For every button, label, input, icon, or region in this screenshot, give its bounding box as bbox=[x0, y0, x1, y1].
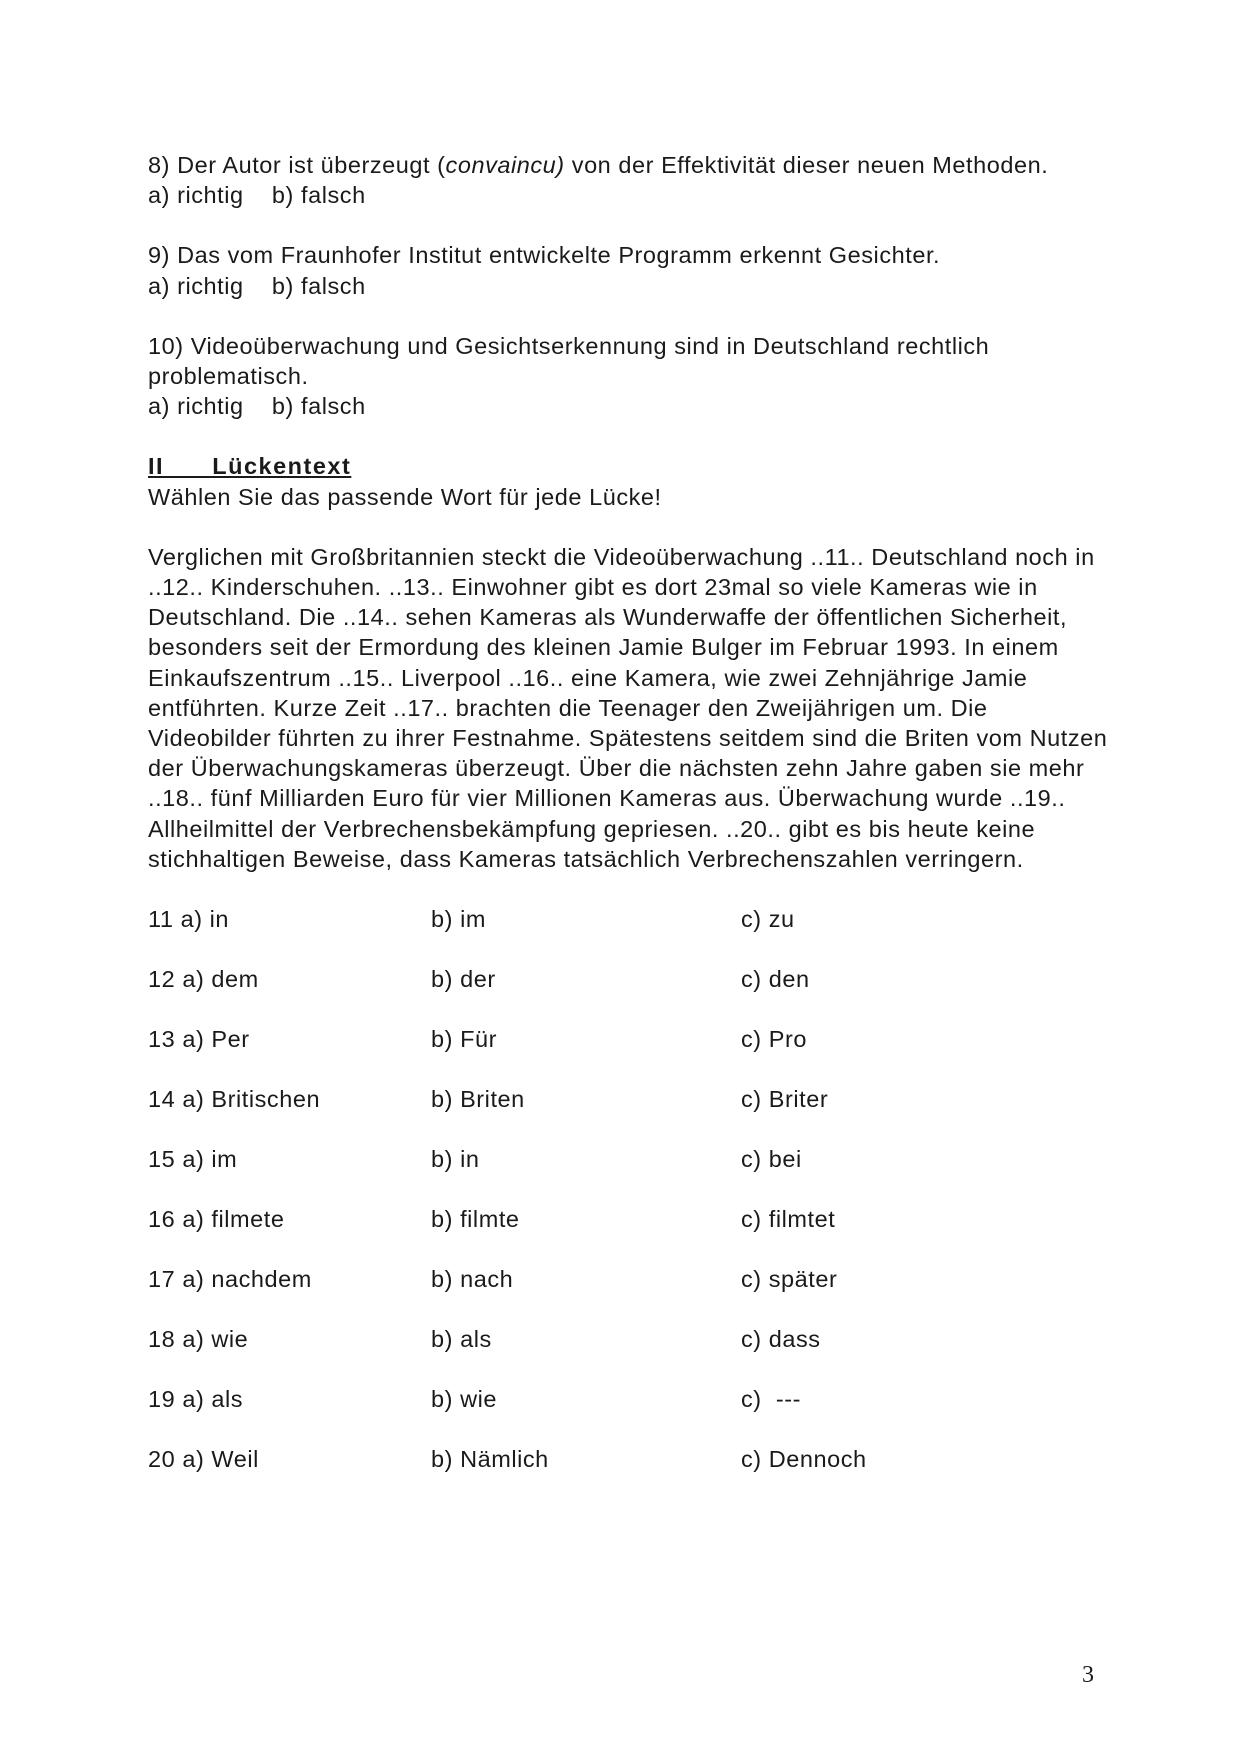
choice-row-17 bbox=[148, 1264, 1108, 1324]
cloze-text: Verglichen mit Großbritannien steckt die Videoüberwachung ..11.. Deutschland noch in ..12.. Kinderschuhen. ..13.. Einwohner gibt es dort 23mal so viele Kameras wie in Deutschland. Die ..14.. sehen Kameras als Wunderwaffe der öffentlichen Sicherheit, besonders seit der Ermordung des kleinen Jamie Bulger im Februar 1993. In einem Einkaufszentrum ..15.. Liverpool ..16.. eine Kamera, wie zwei Zehnjährige Jamie entführten. Kurze Zeit ..17.. brachten die Teenager den Zweijährigen um. Die Videobilder führten zu ihrer Festnahme. Spätestens seitdem sind die Briten vom Nutzen der Überwachungskameras überzeugt. Über die nächsten zehn Jahre gaben sie mehr ..18.. fünf Milliarden Euro für vier Millionen Kameras aus. Überwachung wurde ..19.. Allheilmittel der Verbrechensbekämpfung gepriesen. ..20.. gibt es bis heute keine stichhaltigen Beweise, dass Kameras tatsächlich Verbrechenszahlen verringern. bbox=[148, 543, 1108, 872]
answer-options: a) richtig b) falsch bbox=[148, 182, 366, 209]
question-stem: 10) Videoüberwachung und Gesichtserkennung sind in Deutschland rechtlich problematisch. bbox=[148, 332, 990, 390]
question-stem bbox=[148, 150, 1108, 180]
choice-b: b) Für bbox=[431, 1026, 497, 1053]
stem-text-continued: von der Effektivität dieser neuen Methoden. bbox=[564, 152, 1049, 178]
choice-b: b) der bbox=[431, 966, 496, 993]
choice-b: b) nach bbox=[431, 1266, 514, 1293]
choice-c: c) --- bbox=[741, 1386, 801, 1413]
choice-c: c) filmtet bbox=[741, 1206, 836, 1233]
choice-a: 13 a) Per bbox=[148, 1026, 250, 1053]
choice-row-19 bbox=[148, 1384, 1108, 1444]
choice-a: 11 a) in bbox=[148, 906, 230, 933]
choice-c: c) Dennoch bbox=[741, 1446, 867, 1473]
choice-a: 14 a) Britischen bbox=[148, 1086, 321, 1113]
choice-b: b) in bbox=[431, 1146, 480, 1173]
choice-b: b) Nämlich bbox=[431, 1446, 549, 1473]
choice-c: c) zu bbox=[741, 906, 795, 933]
choice-a: 17 a) nachdem bbox=[148, 1266, 312, 1293]
answer-options: a) richtig b) falsch bbox=[148, 393, 366, 420]
page-content bbox=[148, 150, 1108, 1504]
question-10 bbox=[148, 331, 1108, 422]
choice-a: 20 a) Weil bbox=[148, 1446, 259, 1473]
choice-b: b) als bbox=[431, 1326, 492, 1353]
choice-a: 15 a) im bbox=[148, 1146, 238, 1173]
choice-row-14 bbox=[148, 1084, 1108, 1144]
choice-c: c) den bbox=[741, 966, 810, 993]
question-stem: 9) Das vom Fraunhofer Institut entwickelte Programm erkennt Gesichter. bbox=[148, 242, 941, 269]
choice-c: c) Pro bbox=[741, 1026, 807, 1053]
question-8 bbox=[148, 150, 1108, 210]
choice-row-18 bbox=[148, 1324, 1108, 1384]
choice-c: c) dass bbox=[741, 1326, 821, 1353]
choices-list bbox=[148, 904, 1108, 1504]
stem-emphasis: convaincu) bbox=[445, 152, 565, 178]
choice-b: b) wie bbox=[431, 1386, 497, 1413]
choice-a: 18 a) wie bbox=[148, 1326, 249, 1353]
page-number: 3 bbox=[1082, 1662, 1094, 1688]
choice-c: c) später bbox=[741, 1266, 838, 1293]
choice-b: b) Briten bbox=[431, 1086, 525, 1113]
answer-options: a) richtig b) falsch bbox=[148, 272, 366, 299]
choice-c: c) Briter bbox=[741, 1086, 829, 1113]
question-9 bbox=[148, 240, 1108, 300]
choice-b: b) im bbox=[431, 906, 486, 933]
choice-b: b) filmte bbox=[431, 1206, 520, 1233]
choice-a: 12 a) dem bbox=[148, 966, 259, 993]
section-heading: II Lückentext bbox=[148, 453, 352, 480]
choice-row-15 bbox=[148, 1144, 1108, 1204]
section-instruction: Wählen Sie das passende Wort für jede Lücke! bbox=[148, 483, 662, 510]
choice-row-20 bbox=[148, 1444, 1108, 1504]
choice-row-16 bbox=[148, 1204, 1108, 1264]
stem-text: 8) Der Autor ist überzeugt ( bbox=[148, 152, 446, 178]
choice-row-12 bbox=[148, 964, 1108, 1024]
choice-c: c) bei bbox=[741, 1146, 802, 1173]
choice-row-11 bbox=[148, 904, 1108, 964]
choice-a: 16 a) filmete bbox=[148, 1206, 285, 1233]
choice-row-13 bbox=[148, 1024, 1108, 1084]
choice-a: 19 a) als bbox=[148, 1386, 244, 1413]
